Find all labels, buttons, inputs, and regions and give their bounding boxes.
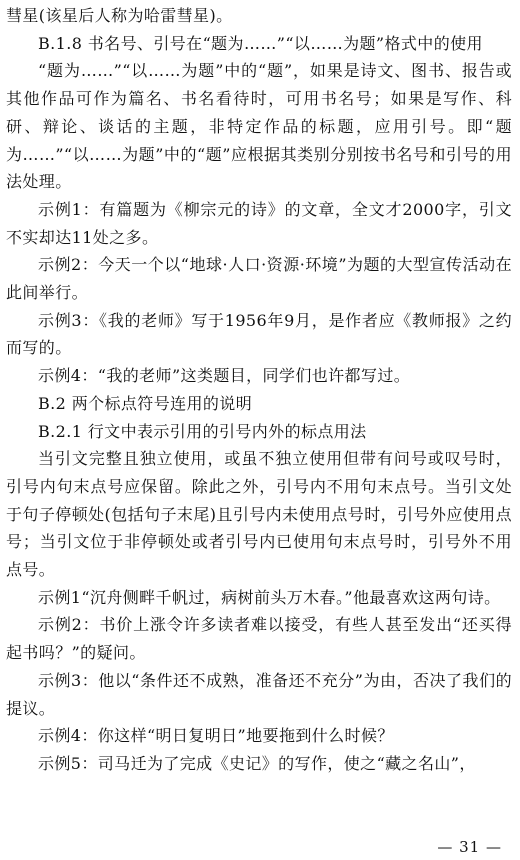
paragraph-rule-b-1-8: “题为……”“以……为题”中的“题”，如果是诗文、图书、报告或其他作品可作为篇名、书名看待时，可用书名号；如果是写作、科研、辩论、谈话的主题，非特定作品的标题，应用引号。即“题为……”“以……为题”中的“题”应根据其类别分别按书名号和引号的用法处理。 [6,61,512,192]
example-2: 示例2：今天一个以“地球·人口·资源·环境”为题的大型宣传活动在此间举行。 [6,255,512,303]
example-3: 示例3：《我的老师》写于1956年9月，是作者应《教师报》之约而写的。 [6,310,512,358]
paragraph-continuation: 彗星(该星后人称为哈雷彗星)。 [6,6,233,25]
example-5: 示例5：司马迁为了完成《史记》的写作，使之“藏之名山”， [38,753,476,773]
section-heading-b-2: B.2 两个标点符号连用的说明 [38,393,253,413]
paragraph-rule-b-2-1: 当引文完整且独立使用，或虽不独立使用但带有问号或叹号时，引号内句末点号应保留。除此之外，引号内不用句末点号。当引文处于句子停顿处(包括句子末尾)且引号内未使用点号时，引号外应使用点号；当引文位于非停顿处或者引号内已使用句末点号时，引号外不用点号。 [6,449,512,580]
section-heading-b-1-8: B.1.8 书名号、引号在“题为……”“以……为题”格式中的使用 [38,33,483,53]
example-1: 示例1“沉舟侧畔千帆过，病树前头万木春。”他最喜欢这两句诗。 [38,587,501,607]
example-4: 示例4：“我的老师”这类题目，同学们也许都写过。 [38,366,411,386]
section-heading-b-2-1: B.2.1 行文中表示引用的引号内外的标点用法 [38,421,367,441]
page-number: — 31 — [437,838,502,856]
example-4: 示例4：你这样“明日复明日”地要拖到什么时候？ [38,726,394,746]
example-1: 示例1：有篇题为《柳宗元的诗》的文章，全文才2000字，引文不实却达11处之多。 [6,199,512,247]
example-2: 示例2：书价上涨令许多读者难以接受，有些人甚至发出“还买得起书吗？”的疑问。 [6,615,512,663]
body-text [6,2,512,778]
example-3: 示例3：他以“条件还不成熟，准备还不充分”为由，否决了我们的提议。 [6,670,512,718]
